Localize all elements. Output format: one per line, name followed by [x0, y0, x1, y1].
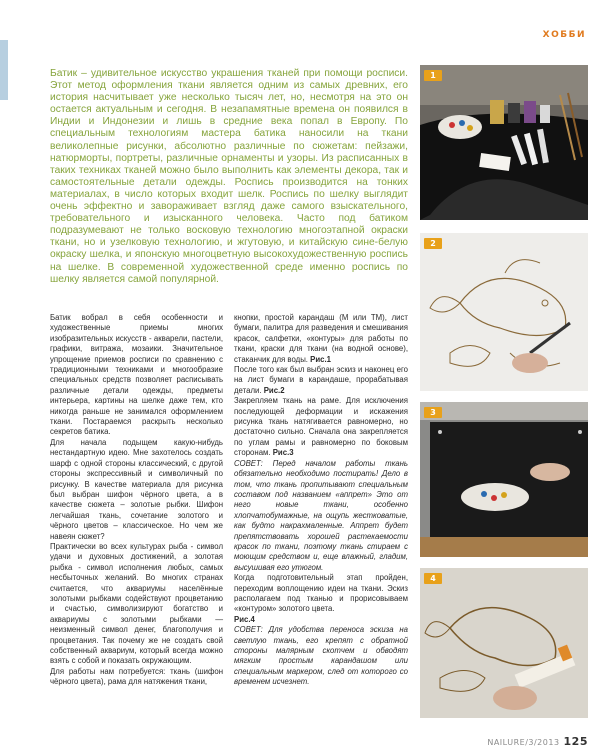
tip-paragraph: СОВЕТ: Для удобства переноса эскиза на светлую ткань, его крепят с обратной стороны малярным скотчем и обводят мягким простым карандашом или специальным маркером, след от которого со временем исчезнет. [234, 625, 408, 687]
page-footer [487, 735, 588, 748]
figure-ref: Рис.3 [272, 448, 294, 458]
photo-contour [420, 568, 588, 718]
body-paragraph: Когда подготовительный этап пройден, переходим воплощению идеи на ткани. Эскиз располагаем под тканью и прорисовываем «контуром» золотого цвета. [234, 573, 408, 614]
body-paragraph [234, 365, 408, 396]
photo-number-badge: 1 [424, 70, 442, 81]
sketch-text: После того как был выбран эскиз и наконец его на лист бумаги в карандаше, прорабатывая детали. [234, 365, 408, 395]
photo-supplies [420, 65, 588, 220]
figure-ref: Рис.1 [310, 354, 331, 364]
sketch-image [420, 233, 588, 391]
section-label: ХОББИ [542, 30, 586, 40]
photo-number-badge: 3 [424, 407, 442, 418]
corner-decoration [0, 40, 8, 100]
contour-image [420, 568, 588, 718]
figure-ref: Рис.2 [263, 385, 285, 395]
body-paragraph: Практически во всех культурах рыба - символ удачи и духовных достижений, а золотая рыбка - символ исполнения любых, самых несбыточных желаний. Во многих странах считается, что аквариумы населённые золотыми рыбками содействуют процветанию и счастью, символизируют богатство и аквариумы с золотыми рыбками — неизменный символ денег, благополучия и процветания. Так почему же не создать свой собственный аквариум, который всегда можно взять с собой и показать окружающим. [50, 541, 223, 666]
supplies-image [420, 65, 588, 220]
photo-number-badge: 4 [424, 573, 442, 584]
body-paragraph: Батик вобрал в себя особенности и художественные приемы многих изобразительных искусств - акварели, пастели, графики, витража, мозаики. Значительное упрощение приемов росписи по сравнению с традиционными техниками и многообразие специальных средств позволяет расписывать различные детали одежды, предметы интерьера, картины на шелке даже тем, кто никогда раньше не занимался оформлением ткани. Постараемся раскрыть несколько секретов батика. [50, 313, 223, 437]
body-paragraph [234, 396, 408, 458]
photo-frame [420, 402, 588, 557]
left-column [50, 313, 223, 688]
page-number: 125 [563, 735, 588, 748]
issue-label: NAILURE/3/2013 [487, 738, 560, 747]
right-column [234, 313, 408, 688]
materials-text: кнопки, простой карандаш (М или ТМ), лист бумаги, палитра для разведения и смешивания красок, салфетки, «контуры» для работы по ткани, краски для ткани (на водной основе), стаканчик для воды. [234, 313, 408, 364]
intro-paragraph: Батик – удивительное искусство украшения тканей при помощи росписи. Этот метод оформления ткани является одним из самых древних, его история насчитывает уже несколько тысяч лет, но, несмотря на это он остается актуальным и сегодня. В незапамятные времена он появился в Индии и Индонезии и лишь в средние века попал в Европу. По специальным технологиям мастера батика наносили на ткани великолепные рисунки, абсолютно различные по сюжетам: пейзажи, натюрморты, портреты, различные орнаменты и узоры. Из расписанных в таких техниках тканей можно было выполнить как элементы декора, так и самостоятельные детали одежды. Роспись производится на тонких материалах, в число которых входит шелк. Роспись по шелку выглядит очень эффектно и завораживает взгляд даже самого взыскательного, требовательного и изысканного человека. Часто под батиком подразумевают не только восковую технологию многоэтапной окраски ткани, но и узелковую технологию, и жгутовую, и китайскую сине-белую окраску шелка, и японскую многоцветную высокохудожественную роспись на шелке. В современной художественной среде именно роспись по шелку является самой популярной. [50, 68, 408, 285]
figure-ref: Рис.4 [234, 614, 255, 624]
frame-image [420, 402, 588, 557]
photo-number-badge: 2 [424, 238, 442, 249]
tip-paragraph: СОВЕТ: Перед началом работы ткань обязательно необходимо постирать! Дело в том, что ткань пропитывают специальным составом под названием «аппрет» Это от него новые ткани, особенно хлопчатобумажные, на ощупь жестковатые, как будто накрахмаленные. Аппрет будет препятствовать хорошей растекаемости красок по ткани, поэтому ткань стираем с моющим средством и, еще влажный, гладим, высушивая его утюгом. [234, 458, 408, 572]
body-paragraph [234, 313, 408, 365]
frame-text: Закрепляем ткань на раме. Для исключения последующей деформации и искажения рисунка ткань натягивается равномерно, но достаточно сильно. Сначала она закрепляется по углам рамы и равномерно по боковым сторонам. [234, 396, 408, 458]
body-paragraph: Для начала подыщем какую-нибудь нестандартную идею. Мне захотелось создать шарф с одной стороны классический, с другой стороны экспрессивный и символичный по рисунку. В качестве материала для рисунка был выбран шифон чёрного цвета, а в качестве сюжета – золотые рыбки. Шифон легчайшая ткань, сочетание золотого и чёрного цветов – классическое. Но чем же навеян сюжет? [50, 437, 223, 541]
body-paragraph: Для работы нам потребуется: ткань (шифон чёрного цвета), рама для натяжения ткани, [50, 666, 223, 687]
photo-sketch [420, 233, 588, 391]
